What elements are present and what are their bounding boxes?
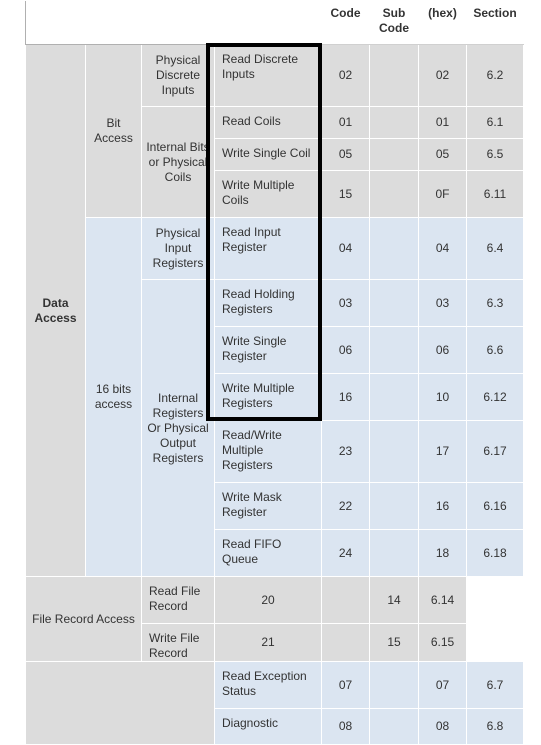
function-subcode — [370, 374, 419, 421]
function-name: Read Discrete Inputs — [215, 45, 322, 107]
function-code: 22 — [322, 483, 370, 530]
function-name: Read Input Register — [215, 218, 322, 280]
table-row — [26, 662, 524, 709]
function-code: 20 — [215, 577, 322, 624]
function-section: 6.6 — [467, 327, 524, 374]
group-physical-input-registers: Physical Input Registers — [142, 218, 215, 280]
function-hex: 14 — [370, 577, 419, 624]
function-hex: 07 — [419, 662, 467, 709]
function-code: 23 — [322, 421, 370, 483]
group-file-record-access: File Record Access — [26, 577, 142, 662]
function-code: 02 — [322, 45, 370, 107]
function-hex: 04 — [419, 218, 467, 280]
function-code-table — [25, 0, 524, 745]
group-internal-registers-or-physical-output-registers: Internal Registers Or Physical Output Registers — [142, 280, 215, 577]
function-name: Write Single Coil — [215, 139, 322, 171]
function-subcode — [370, 709, 419, 745]
group-data-access: Data Access — [26, 45, 86, 577]
function-section: 6.18 — [467, 530, 524, 577]
function-section: 6.16 — [467, 483, 524, 530]
function-name: Diagnostic — [215, 709, 322, 745]
function-name: Read Exception Status — [215, 662, 322, 709]
group-physical-discrete-inputs: Physical Discrete Inputs — [142, 45, 215, 107]
function-subcode — [370, 421, 419, 483]
function-name: Write Multiple Registers — [215, 374, 322, 421]
function-hex: 18 — [419, 530, 467, 577]
function-name: Write Single Register — [215, 327, 322, 374]
function-code: 03 — [322, 280, 370, 327]
function-code: 08 — [322, 709, 370, 745]
function-section: 6.3 — [467, 280, 524, 327]
function-code: 06 — [322, 327, 370, 374]
function-subcode — [370, 107, 419, 139]
function-subcode — [370, 45, 419, 107]
function-subcode — [370, 139, 419, 171]
function-subcode — [370, 218, 419, 280]
function-subcode — [370, 483, 419, 530]
function-section: 6.5 — [467, 139, 524, 171]
group-bit-access: Bit Access — [86, 45, 142, 218]
header-subcode: Sub Code — [370, 1, 419, 45]
function-name: Read/Write Multiple Registers — [215, 421, 322, 483]
function-code: 04 — [322, 218, 370, 280]
function-hex: 08 — [419, 709, 467, 745]
header-row — [26, 1, 524, 45]
function-section: 6.15 — [419, 624, 467, 662]
header-code: Code — [322, 1, 370, 45]
function-section: 6.1 — [467, 107, 524, 139]
function-section: 6.4 — [467, 218, 524, 280]
function-hex: 17 — [419, 421, 467, 483]
function-code: 16 — [322, 374, 370, 421]
group-internal-bits-or-physical-coils: Internal Bits or Physical Coils — [142, 107, 215, 218]
group-blank-cell — [26, 662, 215, 745]
function-hex: 01 — [419, 107, 467, 139]
function-name: Read Holding Registers — [215, 280, 322, 327]
header-hex: (hex) — [419, 1, 467, 45]
function-hex: 02 — [419, 45, 467, 107]
function-code: 07 — [322, 662, 370, 709]
function-name: Read Coils — [215, 107, 322, 139]
function-section: 6.14 — [419, 577, 467, 624]
function-subcode — [370, 530, 419, 577]
function-hex: 05 — [419, 139, 467, 171]
function-section: 6.12 — [467, 374, 524, 421]
function-hex: 15 — [370, 624, 419, 662]
function-hex: 06 — [419, 327, 467, 374]
function-hex: 0F — [419, 171, 467, 218]
function-section: 6.2 — [467, 45, 524, 107]
function-section: 6.7 — [467, 662, 524, 709]
function-name: Read File Record — [142, 577, 215, 624]
function-hex: 03 — [419, 280, 467, 327]
function-section: 6.17 — [467, 421, 524, 483]
table-row — [26, 218, 524, 280]
function-name: Write Multiple Coils — [215, 171, 322, 218]
function-code: 01 — [322, 107, 370, 139]
function-name: Write Mask Register — [215, 483, 322, 530]
group-16-bits-access: 16 bits access — [86, 218, 142, 577]
function-code: 15 — [322, 171, 370, 218]
function-code: 05 — [322, 139, 370, 171]
table-row — [26, 45, 524, 107]
function-subcode — [322, 577, 370, 624]
function-subcode — [370, 327, 419, 374]
header-section: Section — [467, 1, 524, 45]
function-code: 21 — [215, 624, 322, 662]
table-row — [26, 577, 524, 624]
function-hex: 16 — [419, 483, 467, 530]
function-section: 6.8 — [467, 709, 524, 745]
function-subcode — [370, 662, 419, 709]
function-name: Read FIFO Queue — [215, 530, 322, 577]
function-name: Write File Record — [142, 624, 215, 662]
function-subcode — [322, 624, 370, 662]
function-hex: 10 — [419, 374, 467, 421]
header-blank-cell — [26, 1, 322, 45]
function-code: 24 — [322, 530, 370, 577]
function-section: 6.11 — [467, 171, 524, 218]
function-subcode — [370, 280, 419, 327]
function-subcode — [370, 171, 419, 218]
